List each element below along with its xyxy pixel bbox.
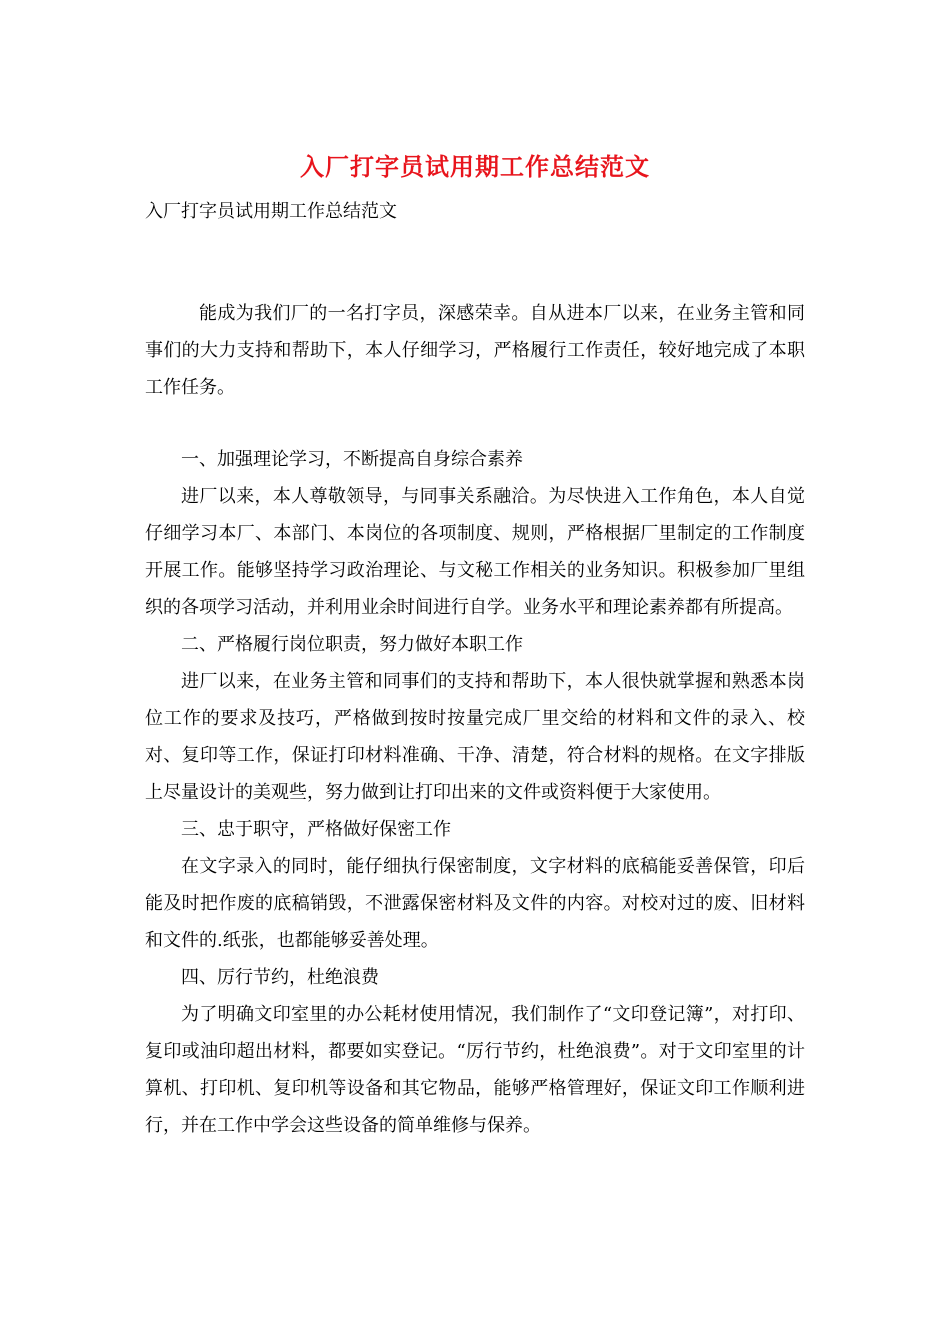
intro-block: [145, 295, 805, 406]
document-subtitle: 入厂打字员试用期工作总结范文: [145, 201, 397, 222]
section-heading-3: 三、忠于职守，严格做好保密工作: [181, 819, 451, 840]
intro-paragraph: 能成为我们厂的一名打字员，深感荣幸。自从进本厂以来，在业务主管和同事们的大力支持和帮助下，本人仔细学习，严格履行工作责任，较好地完成了本职工作任务。: [145, 303, 805, 398]
section-heading-4: 四、厉行节约，杜绝浪费: [181, 967, 379, 988]
document-title: 入厂打字员试用期工作总结范文: [300, 152, 650, 181]
section-paragraph-3: 在文字录入的同时，能仔细执行保密制度，文字材料的底稿能妥善保管，印后能及时把作废的底稿销毁，不泄露保密材料及文件的内容。对校对过的废、旧材料和文件的.纸张，也都能够妥善处理。: [145, 856, 805, 951]
section-paragraph-1: 进厂以来，本人尊敬领导，与同事关系融洽。为尽快进入工作角色，本人自觉仔细学习本厂、本部门、本岗位的各项制度、规则，严格根据厂里制定的工作制度开展工作。能够坚持学习政治理论、与文秘工作相关的业务知识。积极参加厂里组织的各项学习活动，并利用业余时间进行自学。业务水平和理论素养都有所提高。: [145, 486, 805, 618]
section-heading-1: 一、加强理论学习，不断提高自身综合素养: [181, 449, 523, 470]
sections-block: [145, 441, 805, 1144]
section-heading-2: 二、严格履行岗位职责，努力做好本职工作: [181, 634, 523, 655]
section-paragraph-2: 进厂以来，在业务主管和同事们的支持和帮助下，本人很快就掌握和熟悉本岗位工作的要求及技巧，严格做到按时按量完成厂里交给的材料和文件的录入、校对、复印等工作，保证打印材料准确、干净、清楚，符合材料的规格。在文字排版上尽量设计的美观些，努力做到让打印出来的文件或资料便于大家使用。: [145, 671, 805, 803]
section-paragraph-4: 为了明确文印室里的办公耗材使用情况，我们制作了“文印登记簿”，对打印、复印或油印超出材料，都要如实登记。“厉行节约，杜绝浪费”。对于文印室里的计算机、打印机、复印机等设备和其它物品，能够严格管理好，保证文印工作顺利进行，并在工作中学会这些设备的简单维修与保养。: [145, 1004, 805, 1136]
